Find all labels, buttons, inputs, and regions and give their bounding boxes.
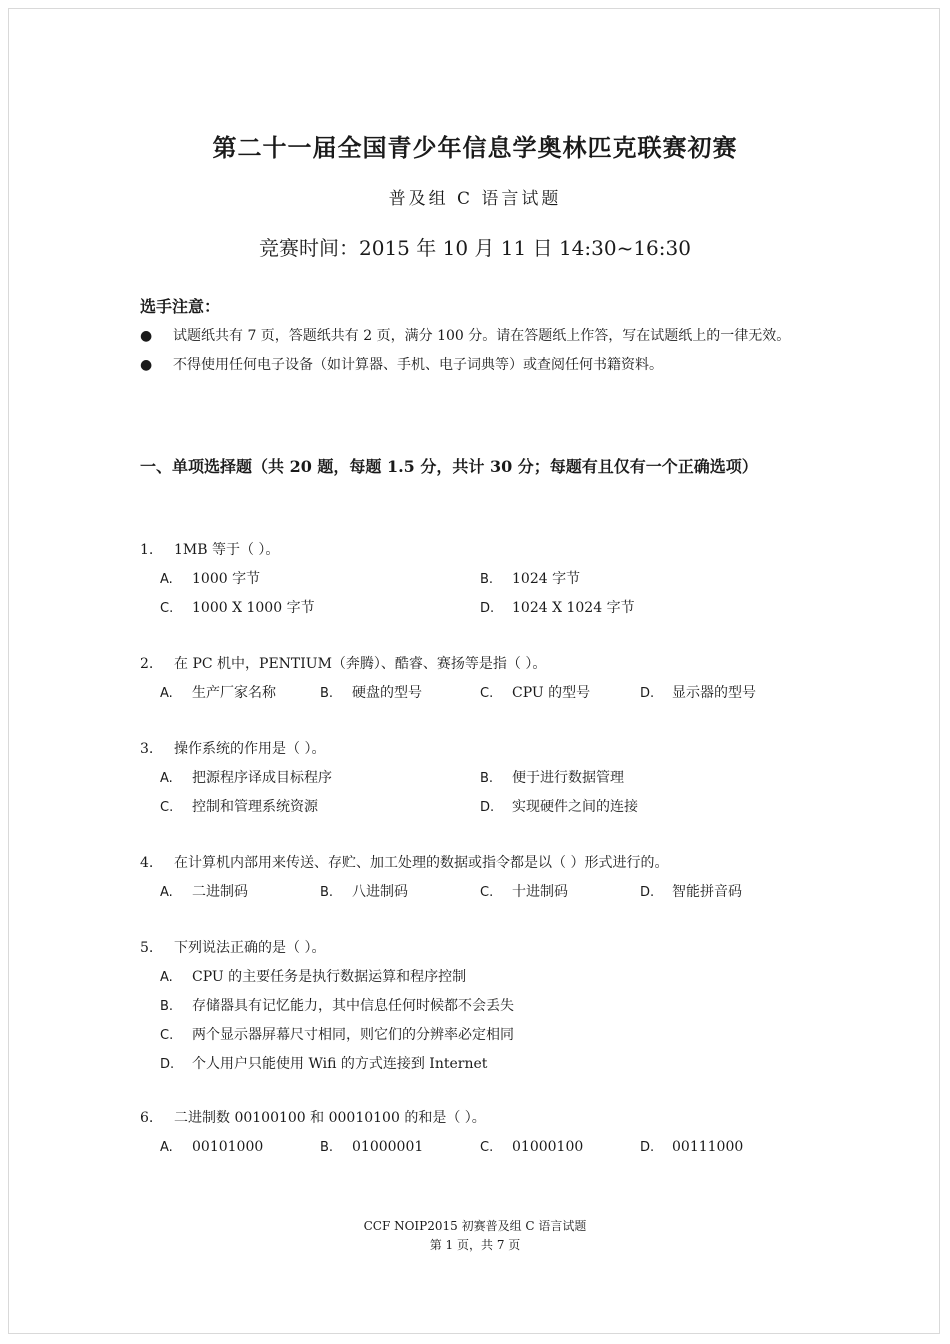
- notes-heading: 选手注意：: [140, 297, 221, 316]
- option-c: C. 1000 X 1000 字节: [160, 600, 315, 616]
- note-text: 试题纸共有 7 页，答题纸共有 2 页，满分 100 分。请在答题纸上作答，写在试题纸上的一律无效。: [173, 328, 791, 344]
- option-a: A. 把源程序译成目标程序: [160, 770, 332, 786]
- option-list: [140, 878, 820, 907]
- option-b: B. 便于进行数据管理: [480, 770, 624, 786]
- question-number: 2.: [140, 656, 154, 672]
- question-text: 二进制数 00100100 和 00010100 的和是（ ）。: [174, 1110, 486, 1126]
- question-number: 5.: [140, 940, 154, 956]
- exam-title: 第二十一届全国青少年信息学奥林匹克联赛初赛: [212, 133, 738, 162]
- option-d: D. 个人用户只能使用 Wifi 的方式连接到 Internet: [160, 1056, 488, 1072]
- question-number: 1.: [140, 542, 154, 558]
- option-d: D. 00111000: [640, 1139, 744, 1155]
- option-b: B. 01000001: [320, 1139, 424, 1155]
- option-d: D. 1024 X 1024 字节: [480, 600, 635, 616]
- note-item: [140, 351, 810, 380]
- question-stem: [140, 934, 820, 963]
- page-number: 第 1 页，共 7 页: [429, 1238, 521, 1252]
- option-b: B. 八进制码: [320, 884, 408, 900]
- option-list: [140, 963, 820, 1079]
- option-d: D. 显示器的型号: [640, 685, 756, 701]
- question-5: [140, 934, 820, 1079]
- question-2: [140, 650, 820, 708]
- option-b: B. 1024 字节: [480, 571, 581, 587]
- option-a: A. 二进制码: [160, 884, 248, 900]
- question-text: 操作系统的作用是（ ）。: [174, 741, 326, 757]
- question-6: [140, 1104, 820, 1162]
- option-c: C. 控制和管理系统资源: [160, 799, 318, 815]
- option-a: A. 生产厂家名称: [160, 685, 276, 701]
- option-c: C. 01000100: [480, 1139, 584, 1155]
- option-list: [140, 565, 820, 623]
- question-text: 1MB 等于（ ）。: [174, 542, 280, 558]
- bullet-icon: ●: [140, 357, 153, 373]
- question-stem: [140, 735, 820, 764]
- option-a: A. CPU 的主要任务是执行数据运算和程序控制: [160, 969, 467, 985]
- question-stem: [140, 1104, 820, 1133]
- question-number: 6.: [140, 1110, 154, 1126]
- option-d: D. 实现硬件之间的连接: [480, 799, 638, 815]
- page-footer: [0, 1217, 950, 1255]
- footer-title: CCF NOIP2015 初赛普及组 C 语言试题: [363, 1219, 587, 1233]
- exam-subtitle: 普及组 C 语言试题: [388, 189, 562, 209]
- option-a: A. 00101000: [160, 1139, 264, 1155]
- exam-time: 竞赛时间：2015 年 10 月 11 日 14:30~16:30: [259, 236, 691, 260]
- question-text: 在计算机内部用来传送、存贮、加工处理的数据或指令都是以（ ）形式进行的。: [174, 855, 669, 871]
- option-c: C. CPU 的型号: [480, 685, 591, 701]
- section-heading: 一、单项选择题（共 20 题，每题 1.5 分，共计 30 分；每题有且仅有一个正确选项）: [140, 457, 758, 476]
- option-b: B. 存储器具有记忆能力，其中信息任何时候都不会丢失: [160, 998, 514, 1014]
- question-number: 4.: [140, 855, 154, 871]
- question-4: [140, 849, 820, 907]
- bullet-icon: ●: [140, 328, 153, 344]
- question-stem: [140, 650, 820, 679]
- option-list: [140, 1133, 820, 1162]
- question-1: [140, 536, 820, 623]
- option-d: D. 智能拼音码: [640, 884, 742, 900]
- question-text: 在 PC 机中，PENTIUM（奔腾）、酷睿、赛扬等是指（ ）。: [174, 656, 547, 672]
- question-3: [140, 735, 820, 822]
- option-c: C. 十进制码: [480, 884, 568, 900]
- question-stem: [140, 849, 820, 878]
- note-item: [140, 322, 810, 351]
- question-text: 下列说法正确的是（ ）。: [174, 940, 326, 956]
- notes-list: [140, 322, 810, 380]
- option-a: A. 1000 字节: [160, 571, 261, 587]
- question-stem: [140, 536, 820, 565]
- option-list: [140, 679, 820, 708]
- option-list: [140, 764, 820, 822]
- option-b: B. 硬盘的型号: [320, 685, 422, 701]
- question-number: 3.: [140, 741, 154, 757]
- option-c: C. 两个显示器屏幕尺寸相同，则它们的分辨率必定相同: [160, 1027, 514, 1043]
- note-text: 不得使用任何电子设备（如计算器、手机、电子词典等）或查阅任何书籍资料。: [173, 357, 663, 373]
